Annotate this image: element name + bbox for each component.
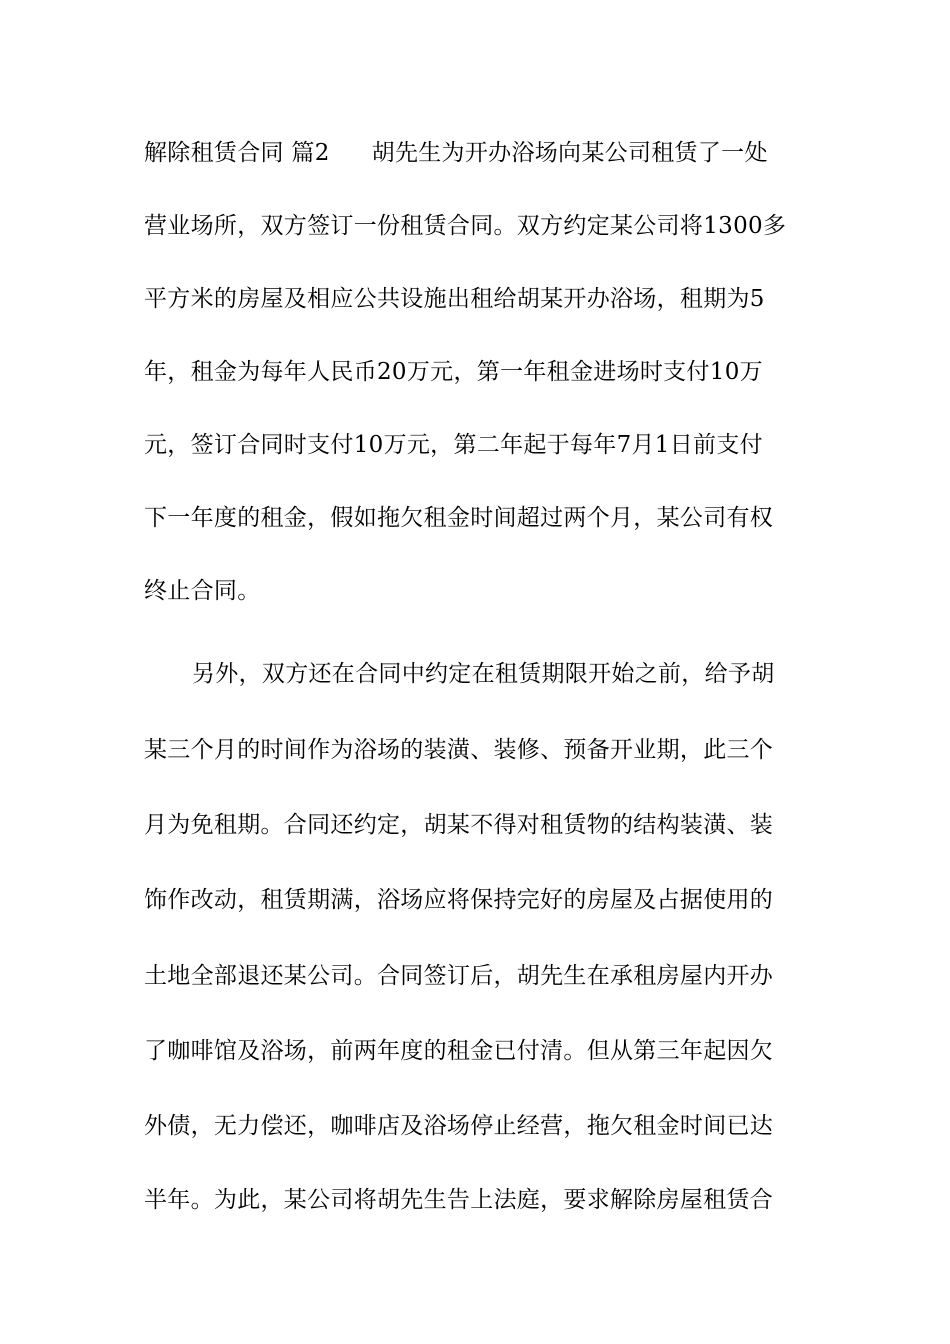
paragraph-line: 终止合同。 [144, 578, 261, 604]
paragraph-line: 平方米的房屋及相应公共设施出租给胡某开办浴场，租期为5 [144, 286, 765, 312]
paragraph-line: 了咖啡馆及浴场，前两年度的租金已付清。但从第三年起因欠 [144, 1038, 774, 1064]
paragraph-line: 元，签订合同时支付10万元，第二年起于每年7月1日前支付 [144, 432, 763, 458]
paragraph-line: 月为免租期。合同还约定，胡某不得对租赁物的结构装潢、装 [144, 812, 774, 838]
paragraph-line: 下一年度的租金，假如拖欠租金时间超过两个月，某公司有权 [144, 505, 774, 531]
paragraph-line: 营业场所，双方签订一份租赁合同。双方约定某公司将1300多 [144, 213, 787, 239]
paragraph-line: 某三个月的时间作为浴场的装潢、装修、预备开业期，此三个 [144, 737, 774, 763]
document-heading: 解除租赁合同 篇2 [144, 140, 330, 166]
paragraph-line: 另外，双方还在合同中约定在租赁期限开始之前，给予胡 [192, 661, 775, 687]
paragraph-line: 土地全部退还某公司。合同签订后，胡先生在承租房屋内开办 [144, 963, 774, 989]
paragraph-line: 年，租金为每年人民币20万元，第一年租金进场时支付10万 [144, 359, 763, 385]
paragraph-line: 饰作改动，租赁期满，浴场应将保持完好的房屋及占据使用的 [144, 887, 774, 913]
paragraph-line [144, 138, 814, 168]
paragraph-text: 胡先生为开办浴场向某公司租赁了一处 [371, 140, 768, 166]
paragraph-line: 半年。为此，某公司将胡先生告上法庭，要求解除房屋租赁合 [144, 1187, 774, 1213]
paragraph-line: 外债，无力偿还，咖啡店及浴场停止经营，拖欠租金时间已达 [144, 1113, 774, 1139]
